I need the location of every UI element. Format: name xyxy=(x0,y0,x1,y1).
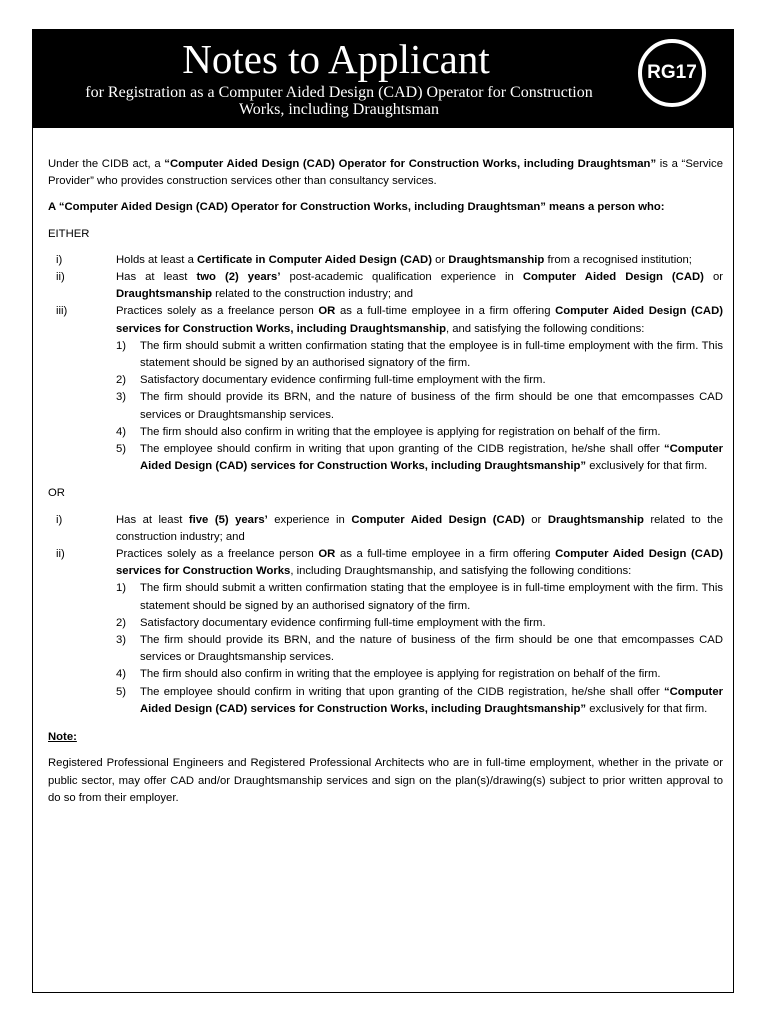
condition-item xyxy=(48,615,723,632)
subtitle-line-1: for Registration as a Computer Aided Design (CAD) Operator for Construction xyxy=(85,84,593,101)
item-text: or xyxy=(431,253,449,266)
item-text: Holds at least a xyxy=(116,253,198,266)
item-bold: Certificate in Computer Aided Design (CAD) xyxy=(197,253,432,266)
list-marker: i) xyxy=(56,513,63,526)
item-text: Has at least xyxy=(116,513,189,526)
document-frame xyxy=(32,29,734,993)
condition-bold: “Computer Aided Design (CAD) services for Construction Works, including Draughtsmanship” xyxy=(140,685,723,715)
list-item xyxy=(48,269,723,303)
item-bold: Computer Aided Design (CAD) services for Construction Works, including Draughtsmanship xyxy=(116,305,723,335)
list-item xyxy=(48,546,723,580)
list-item xyxy=(48,512,723,546)
condition-text: exclusively for that firm. xyxy=(586,702,708,715)
condition-text: The firm should submit a written confirmation stating that the employee is in full-time employment with the firm. This statement should be signed by an authorised signatory of the firm. xyxy=(140,582,723,612)
condition-number: 3) xyxy=(116,391,127,404)
item-text: from a recognised institution; xyxy=(544,253,692,266)
item-text: , and satisfying the following conditions: xyxy=(445,322,645,335)
condition-number: 1) xyxy=(116,339,127,352)
item-text: as a full-time employee in a firm offering xyxy=(335,548,556,561)
list-item xyxy=(48,303,723,337)
item-bold: Draughtsmanship xyxy=(116,288,213,301)
condition-number: 1) xyxy=(116,582,127,595)
definition-paragraph: A “Computer Aided Design (CAD) Operator for Construction Works, including Draughtsman” means a person who: xyxy=(48,201,665,214)
intro-paragraph xyxy=(48,156,723,190)
item-text: , including Draughtsmanship, and satisfying the following conditions: xyxy=(290,565,632,578)
condition-number: 4) xyxy=(116,425,127,438)
list-marker: ii) xyxy=(56,271,65,284)
page-title: Notes to Applicant xyxy=(182,36,490,82)
item-bold: Computer Aided Design (CAD) services for Construction Works xyxy=(116,548,723,578)
condition-number: 4) xyxy=(116,668,127,681)
page-subtitle xyxy=(39,84,639,118)
subtitle-line-2: Works, including Draughtsman xyxy=(238,101,439,118)
list-marker: iii) xyxy=(56,305,68,318)
condition-bold: “Computer Aided Design (CAD) services for Construction Works, including Draughtsmanship” xyxy=(140,443,723,473)
condition-item xyxy=(48,389,723,423)
condition-text: Satisfactory documentary evidence confirming full-time employment with the firm. xyxy=(140,374,546,387)
note-text: Registered Professional Engineers and Registered Professional Architects who are in full-time employment, whether in the private or public sector, may offer CAD and/or Draughtsmanship services and sign on the plan(s)/drawing(s) subject to prior written approval to do so from their employer. xyxy=(48,757,723,804)
form-code-badge: RG17 xyxy=(638,39,706,107)
condition-text: The firm should submit a written confirmation stating that the employee is in full-time employment with the firm. This statement should be signed by an authorised signatory of the firm. xyxy=(140,339,723,370)
item-bold: five (5) years’ xyxy=(188,513,268,526)
intro-text: Under the CIDB act, a xyxy=(48,158,165,170)
condition-text: The firm should provide its BRN, and the nature of business of the firm should be one that emcompasses CAD services or Draughtsmanship services. xyxy=(140,391,723,421)
condition-item xyxy=(48,632,723,666)
condition-text: The firm should also confirm in writing that the employee is applying for registration on behalf of the firm. xyxy=(140,668,661,681)
item-text: related to the construction industry; and xyxy=(116,513,724,543)
item-bold: Computer Aided Design (CAD) xyxy=(522,271,704,284)
condition-item xyxy=(48,338,723,372)
intro-text-end: is a “Service Provider” who provides construction services other than consultancy services. xyxy=(48,158,723,188)
or-label: OR xyxy=(48,487,65,500)
header-banner xyxy=(33,30,733,128)
condition-text: The employee should confirm in writing that upon granting of the CIDB registration, he/she shall offer xyxy=(140,685,664,698)
condition-number: 2) xyxy=(116,374,127,387)
item-text: or xyxy=(524,513,548,526)
item-bold: Draughtsmanship xyxy=(547,513,644,526)
condition-number: 2) xyxy=(116,616,127,629)
item-bold: OR xyxy=(318,548,336,561)
item-text: experience in xyxy=(267,513,352,526)
item-bold: OR xyxy=(318,305,336,318)
condition-text: The firm should provide its BRN, and the nature of business of the firm should be one that emcompasses CAD services or Draughtsmanship services. xyxy=(140,634,723,664)
condition-item xyxy=(48,441,723,475)
condition-item xyxy=(48,684,723,718)
list-marker: i) xyxy=(56,253,63,266)
item-text: related to the construction industry; and xyxy=(212,288,413,301)
item-text: Has at least xyxy=(116,271,197,284)
condition-text: exclusively for that firm. xyxy=(586,460,708,473)
either-label: EITHER xyxy=(48,227,90,240)
item-text: post-academic qualification experience in xyxy=(280,271,523,284)
either-conditions xyxy=(48,338,723,476)
condition-item xyxy=(48,580,723,614)
note-label: Note: xyxy=(48,731,77,744)
or-conditions xyxy=(48,580,723,718)
or-list xyxy=(48,512,723,581)
list-marker: ii) xyxy=(56,548,65,561)
item-bold: Computer Aided Design (CAD) xyxy=(351,513,525,526)
condition-item xyxy=(48,424,723,441)
item-bold: Draughtsmanship xyxy=(448,253,545,266)
item-bold: two (2) years’ xyxy=(196,271,281,284)
condition-item xyxy=(48,666,723,683)
item-text: Practices solely as a freelance person xyxy=(116,305,319,318)
condition-text: The firm should also confirm in writing that the employee is applying for registration on behalf of the firm. xyxy=(140,425,661,438)
condition-number: 5) xyxy=(116,443,127,456)
condition-item xyxy=(48,372,723,389)
item-text: or xyxy=(703,271,724,284)
condition-number: 5) xyxy=(116,685,127,698)
item-text: Practices solely as a freelance person xyxy=(116,548,319,561)
document-body xyxy=(48,156,723,807)
list-item xyxy=(48,252,723,269)
item-text: as a full-time employee in a firm offering xyxy=(335,305,556,318)
condition-text: The employee should confirm in writing that upon granting of the CIDB registration, he/she shall offer xyxy=(140,443,664,456)
condition-text: Satisfactory documentary evidence confirming full-time employment with the firm. xyxy=(140,616,546,629)
condition-number: 3) xyxy=(116,634,127,647)
either-list xyxy=(48,252,723,338)
intro-bold-term: “Computer Aided Design (CAD) Operator for Construction Works, including Draughtsman” xyxy=(164,158,657,170)
